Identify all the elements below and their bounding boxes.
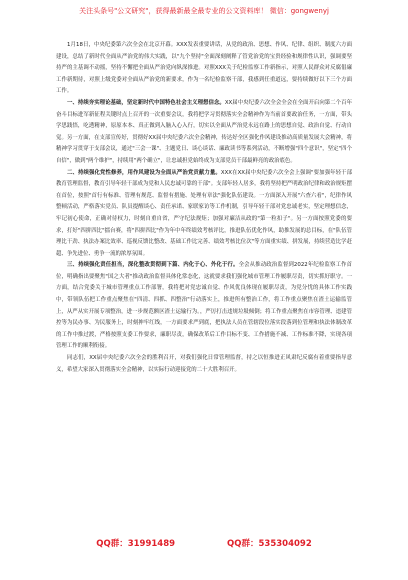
section-heading: 二、持续强化党性修养，用作风建设为全面从严治党贡献力量。 bbox=[67, 169, 221, 176]
document-body bbox=[56, 40, 352, 376]
promo-header: 关注头条号"公文研究"，获得最新最全最专业的公文资料库！ 微信：gongwenyj bbox=[79, 7, 329, 15]
paragraph-text: XX届中央纪委六次全会全会在全面开启向第二个百年奋斗目标进军新征程关键时点上召开的一次重要会议，我将把学习贯彻落实全会精神作为当前首要政治任务，一方面，带头学思践悟，吃透精神，原原本本、真正做到入脑入心入行，切实以全面从严治党永远在路上的思想自觉、政治自觉、行动自觉。另一方面，在支部宣传好，贯彻好XX届中央纪委六次全会精神，传达好全区强化作风建设推动高质量发展大会精神，将精神学习贯穿于支部会议，通过"三会一课"、主题党日、谈心谈话、廉政读书等系列活动，不断增强"四个意识"，坚定"四个自信"，做到"两个维护"，持续用"两个确立"，让忠诚担党始终成为支部党员干部最鲜亮的政治底色。 bbox=[56, 99, 352, 164]
section-heading: 三、持续强化责任担当，深化整改贯彻到下篇、内化于心、外化于行。 bbox=[67, 262, 239, 269]
paragraph-text: 全会从推动政治监督到2022年纪检监察工作首位，明确指出要聚焦"国之大者"推动政治监督具体化常态化，这就要求我们强化城市管理工作履职尽责，切实抓好职守。一方面，结合党委关于城市管理重点工作部署，我将把对党忠诚自觉、作风优良体现在履职尽责，为党分忧的具体工作实践中，带领队伍把工作重点聚焦在"四清、四抓、四整治"行动落实上，推进所有整治工作，将工作重点聚焦在渣土运输监管上，从严从实开展专项整治，进一步规范额区渣土运输行为。，严厉打击违规垃圾倾倒；将工作重点聚焦在市容管理、违建管控等为民办事、为民服务上，时刻抻牢红线，一方面要求严到底，把执法人员在管辖段位落实段落到位管理和执法体制改革的工作中推过渡，严格按照支委工作要求，廉职尽责，确保改革后工作目标不变、工作措施不减、工作标准不降，实现各项管理工作的顺利衔接。 bbox=[56, 262, 352, 350]
section-heading: 一、持续夯实理论基础，坚定新时代中国特色社会主义理想信念。 bbox=[67, 99, 225, 106]
paragraph-section-2 bbox=[56, 168, 352, 261]
paragraph-text: 1月18日，中央纪委第六次全会在北京开幕。XXX发表重要讲话，从党的政治、思想、作风、纪律、组织、制度六方面建设，总结了新时代全面从严治党的伟大实践，以"九个坚持"全面深刻阐释了管党治党的宝贵经验和规律性认识，强调要坚持严的主基调不动摇，坚持不懈把全面从严治党向纵深推进。对照XXX关于纪检监察工作新指示，对照人民群众对反腐倡廉工作新期待，对照上级党委对全面从严治党的新要求，作为一名纪检监察干部，我感到任重道远，要持续做好以下三个方面工作。 bbox=[56, 42, 352, 95]
paragraph-text: 同志们，XX届中央纪委六次全会的胜利召开，对我们强化日常管理监督，持之以恒推进正风肃纪反腐有着重要指导意义，希望大家深入贯彻落实全会精神，以实际行动迎接党的二十大胜利召开。 bbox=[56, 355, 352, 373]
qq-group-2: QQ群：535304092 bbox=[227, 539, 312, 549]
paragraph-text: XXX在XX届中央纪委六次全会上强调"要加强年轻干部教育管理监督，教育引导年轻干部成为党和人民忠诚可靠的干部"。支部年轻人居多，我将坚持把严明政治纪律和政治规矩摆在首位，按照"首行有标准、管理有规范、监督有措施、处理有章法"强化队伍建设。一方面深入开展"六查六看"，纪律作风整顿活动，严格落实党员、队员提醒谈心、责任承诺、家联家访等工作机制，引导年轻干部对党忠诚老实，坚定理想信念，牢记初心使命，正确对待权力，时刻自重自省，严守纪法规矩；加强对廉洁从政的"第一粒扣子"。另一方面按照党委的要求，打好"四拼四比"擂台赛，将"四拼四比"作为年中年终绩效考核评比，推进队伍优化作风，助推发展的总目标，在"队伍管理比干劲、执法办案比效率、巡视反馈比整改、基础工作比完善、绩效考核比位次"等方面重实绩、拼发展，持续营造比学赶超、争先进位、勇争一流的浓厚氛围。 bbox=[56, 169, 353, 257]
qq-group-1: QQ群：31991489 bbox=[96, 539, 176, 549]
qq-footer bbox=[0, 538, 408, 550]
paragraph-closing bbox=[56, 353, 352, 376]
paragraph-section-3 bbox=[56, 260, 352, 353]
paragraph-intro bbox=[56, 40, 352, 98]
paragraph-section-1 bbox=[56, 98, 352, 168]
